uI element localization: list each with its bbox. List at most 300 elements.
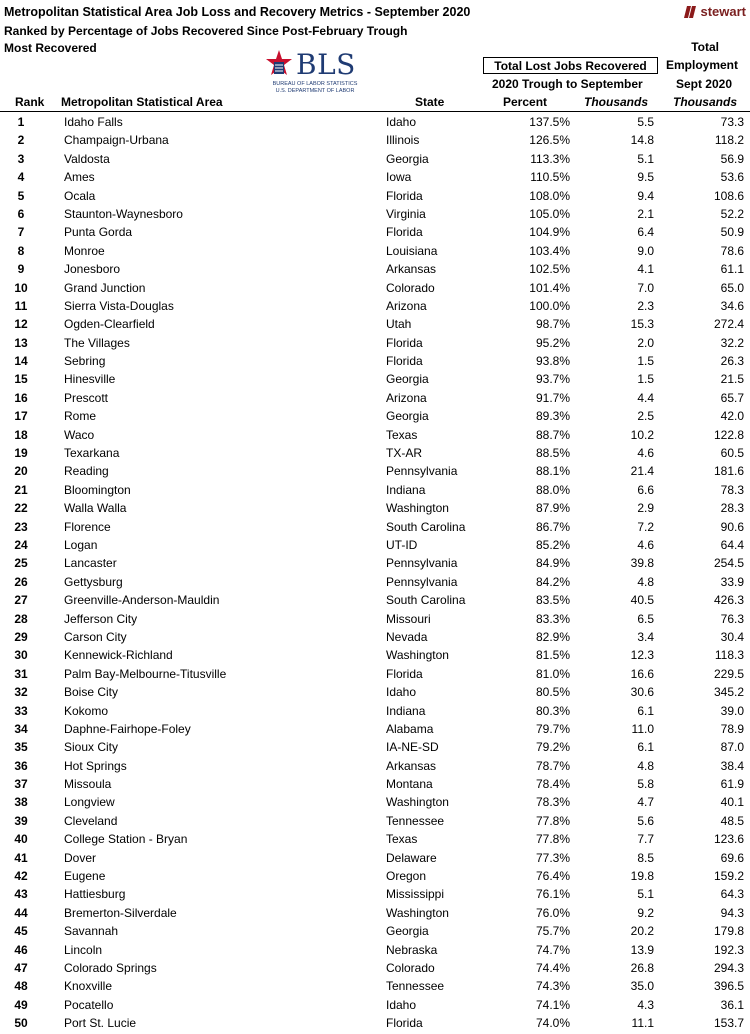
header-total-2: Employment [665, 58, 738, 72]
table-row [0, 591, 750, 609]
employment-cell: 64.4 [720, 537, 744, 552]
percent-cell: 79.7% [535, 721, 570, 736]
area-cell: Eugene [64, 869, 106, 884]
rank-cell: 10 [14, 280, 28, 295]
percent-cell: 74.3% [535, 979, 570, 994]
table-row [0, 775, 750, 793]
page-subtitle-secondary: Most Recovered [4, 41, 97, 55]
percent-cell: 89.3% [535, 409, 570, 424]
thousands-cell: 39.8 [630, 556, 654, 571]
thousands-cell: 5.1 [637, 887, 654, 902]
thousands-cell: 5.8 [637, 777, 654, 792]
employment-cell: 50.9 [720, 225, 744, 240]
stewart-logo-text: stewart [700, 4, 746, 19]
area-cell: Ogden-Clearfield [64, 317, 155, 332]
rank-cell: 38 [14, 795, 28, 810]
thousands-cell: 7.7 [637, 832, 654, 847]
thousands-cell: 4.8 [637, 758, 654, 773]
rank-cell: 44 [14, 905, 28, 920]
percent-cell: 93.8% [535, 354, 570, 369]
state-cell: Florida [386, 225, 423, 240]
employment-cell: 272.4 [713, 317, 744, 332]
stewart-logo [684, 4, 746, 19]
state-cell: Tennessee [386, 813, 445, 828]
area-cell: Florence [64, 519, 111, 534]
area-cell: Port St. Lucie [64, 1016, 137, 1031]
state-cell: Mississippi [386, 887, 445, 902]
state-cell: Colorado [386, 960, 435, 975]
area-cell: Sierra Vista-Douglas [64, 298, 174, 313]
percent-cell: 95.2% [535, 335, 570, 350]
employment-cell: 76.3 [720, 611, 744, 626]
thousands-cell: 11.1 [631, 1016, 654, 1031]
rank-cell: 25 [14, 556, 28, 571]
rank-cell: 45 [14, 924, 28, 939]
state-cell: Arizona [386, 298, 427, 313]
rank-cell: 14 [14, 354, 28, 369]
table-row [0, 352, 750, 370]
table-row [0, 389, 750, 407]
thousands-cell: 9.5 [637, 170, 654, 185]
bls-logo-sub1: BUREAU OF LABOR STATISTICS [272, 81, 358, 87]
rank-cell: 1 [17, 115, 25, 129]
table-row [0, 462, 750, 480]
area-cell: Texarkana [64, 446, 120, 461]
employment-cell: 87.0 [720, 740, 744, 755]
percent-cell: 104.9% [529, 225, 570, 240]
header-area: Metropolitan Statistical Area [61, 95, 223, 109]
percent-cell: 102.5% [529, 262, 570, 277]
employment-cell: 21.5 [720, 372, 744, 387]
thousands-cell: 5.1 [637, 151, 654, 166]
thousands-cell: 40.5 [630, 593, 654, 608]
rank-cell: 21 [14, 482, 28, 497]
rank-cell: 32 [14, 685, 28, 700]
area-cell: Grand Junction [64, 280, 146, 295]
rank-cell: 18 [14, 427, 28, 442]
state-cell: TX-AR [386, 446, 422, 461]
header-rank: Rank [15, 95, 45, 109]
state-cell: Pennsylvania [386, 574, 458, 589]
area-cell: Greenville-Anderson-Mauldin [64, 593, 220, 608]
area-cell: Knoxville [64, 979, 113, 994]
area-cell: Punta Gorda [64, 225, 133, 240]
rank-cell: 19 [14, 446, 28, 461]
state-cell: Texas [386, 832, 418, 847]
table-row [0, 426, 750, 444]
percent-cell: 98.7% [535, 317, 570, 332]
table-row [0, 444, 750, 462]
table-row [0, 904, 750, 922]
area-cell: Pocatello [64, 997, 114, 1012]
rank-cell: 29 [14, 629, 28, 644]
rank-cell: 17 [14, 409, 28, 424]
area-cell: Ames [64, 170, 95, 185]
rank-cell: 47 [14, 960, 28, 975]
employment-cell: 39.0 [720, 703, 744, 718]
thousands-cell: 1.5 [637, 372, 654, 387]
rank-cell: 11 [14, 298, 28, 313]
thousands-cell: 4.8 [637, 574, 654, 589]
percent-cell: 88.1% [535, 464, 570, 479]
state-cell: Colorado [386, 280, 435, 295]
area-cell: Cleveland [64, 813, 118, 828]
rank-cell: 40 [14, 832, 28, 847]
table-row [0, 536, 750, 554]
percent-cell: 79.2% [535, 740, 570, 755]
percent-cell: 74.4% [535, 960, 570, 975]
state-cell: Indiana [386, 703, 426, 718]
table-row [0, 518, 750, 536]
employment-cell: 52.2 [720, 206, 744, 221]
table-row [0, 131, 750, 149]
state-cell: Indiana [386, 482, 426, 497]
thousands-cell: 6.4 [637, 225, 654, 240]
state-cell: Montana [386, 777, 433, 792]
rank-cell: 28 [14, 611, 28, 626]
rank-cell: 13 [14, 335, 28, 350]
rank-cell: 26 [14, 574, 28, 589]
percent-cell: 126.5% [529, 133, 570, 148]
state-cell: Washington [386, 905, 449, 920]
rank-cell: 15 [14, 372, 28, 387]
employment-cell: 179.8 [713, 924, 744, 939]
table-row [0, 996, 750, 1014]
state-cell: Tennessee [386, 979, 445, 994]
state-cell: Idaho [386, 997, 417, 1012]
table-row [0, 315, 750, 333]
state-cell: Arkansas [386, 758, 437, 773]
table-row [0, 187, 750, 205]
state-cell: Georgia [386, 409, 429, 424]
employment-cell: 122.8 [713, 427, 744, 442]
thousands-cell: 6.5 [637, 611, 654, 626]
employment-cell: 90.6 [720, 519, 744, 534]
table-row [0, 370, 750, 388]
area-cell: Logan [64, 537, 98, 552]
employment-cell: 254.5 [713, 556, 744, 571]
area-cell: Reading [64, 464, 109, 479]
thousands-cell: 4.3 [637, 997, 654, 1012]
employment-cell: 33.9 [720, 574, 744, 589]
employment-cell: 32.2 [720, 335, 744, 350]
percent-cell: 84.9% [535, 556, 570, 571]
state-cell: UT-ID [386, 537, 418, 552]
percent-cell: 91.7% [535, 390, 570, 405]
percent-cell: 83.5% [535, 593, 570, 608]
percent-cell: 88.7% [535, 427, 570, 442]
state-cell: Arkansas [386, 262, 437, 277]
area-cell: Sioux City [64, 740, 119, 755]
rank-cell: 31 [14, 666, 28, 681]
thousands-cell: 12.3 [630, 648, 654, 663]
thousands-cell: 2.0 [637, 335, 654, 350]
area-cell: Savannah [64, 924, 119, 939]
percent-cell: 81.0% [535, 666, 570, 681]
percent-cell: 85.2% [535, 537, 570, 552]
thousands-cell: 5.6 [637, 813, 654, 828]
employment-cell: 396.5 [713, 979, 744, 994]
area-cell: Champaign-Urbana [64, 133, 169, 148]
employment-cell: 26.3 [720, 354, 744, 369]
employment-cell: 118.2 [714, 133, 744, 148]
header-total-1: Total [691, 40, 719, 54]
percent-cell: 103.4% [529, 243, 570, 258]
employment-cell: 38.4 [720, 758, 744, 773]
area-cell: Lincoln [64, 942, 103, 957]
state-cell: Texas [386, 427, 418, 442]
thousands-cell: 35.0 [630, 979, 654, 994]
bls-logo-sub2: U.S. DEPARTMENT OF LABOR [275, 88, 355, 94]
area-cell: Walla Walla [64, 501, 127, 516]
percent-cell: 87.9% [535, 501, 570, 516]
percent-cell: 77.8% [535, 832, 570, 847]
rank-cell: 48 [14, 979, 28, 994]
area-cell: Waco [64, 427, 95, 442]
employment-cell: 36.1 [720, 997, 744, 1012]
employment-cell: 40.1 [720, 795, 744, 810]
employment-cell: 78.9 [720, 721, 744, 736]
employment-cell: 426.3 [713, 593, 744, 608]
percent-cell: 76.0% [535, 905, 570, 920]
percent-cell: 80.3% [535, 703, 570, 718]
rank-cell: 42 [14, 869, 28, 884]
thousands-cell: 8.5 [637, 850, 654, 865]
table-row [0, 720, 750, 738]
area-cell: Boise City [64, 685, 119, 700]
thousands-cell: 6.1 [637, 703, 654, 718]
employment-cell: 78.3 [720, 482, 744, 497]
percent-cell: 110.5% [530, 170, 570, 185]
percent-cell: 100.0% [529, 298, 570, 313]
area-cell: Colorado Springs [64, 960, 157, 975]
percent-cell: 108.0% [529, 188, 570, 203]
table-row [0, 279, 750, 297]
table-row [0, 885, 750, 903]
percent-cell: 75.7% [535, 924, 570, 939]
thousands-cell: 4.6 [637, 446, 654, 461]
percent-cell: 137.5% [529, 115, 570, 129]
employment-cell: 56.9 [720, 151, 744, 166]
percent-cell: 78.7% [535, 758, 570, 773]
percent-cell: 88.0% [535, 482, 570, 497]
area-cell: Palm Bay-Melbourne-Titusville [64, 666, 227, 681]
area-cell: Ocala [64, 188, 96, 203]
area-cell: Longview [64, 795, 115, 810]
area-cell: Dover [64, 850, 97, 865]
thousands-cell: 21.4 [630, 464, 654, 479]
table-row [0, 223, 750, 241]
table-row [0, 830, 750, 848]
rank-cell: 49 [14, 997, 28, 1012]
state-cell: Nevada [386, 629, 428, 644]
thousands-cell: 26.8 [630, 960, 654, 975]
thousands-cell: 6.1 [637, 740, 654, 755]
table-row [0, 260, 750, 278]
table-row [0, 959, 750, 977]
thousands-cell: 13.9 [630, 942, 654, 957]
area-cell: Kennewick-Richland [64, 648, 173, 663]
state-cell: IA-NE-SD [386, 740, 439, 755]
table-row [0, 573, 750, 591]
rank-cell: 41 [14, 850, 28, 865]
thousands-cell: 4.1 [637, 262, 654, 277]
percent-cell: 77.3% [535, 850, 570, 865]
table-row [0, 922, 750, 940]
rank-cell: 16 [14, 390, 28, 405]
page-subtitle: Ranked by Percentage of Jobs Recovered Since Post-February Trough [4, 24, 408, 38]
percent-cell: 78.4% [535, 777, 570, 792]
percent-cell: 86.7% [535, 519, 570, 534]
employment-cell: 53.6 [720, 170, 744, 185]
table-row [0, 757, 750, 775]
header-percent: Percent [503, 95, 548, 109]
employment-cell: 153.7 [713, 1016, 744, 1031]
thousands-cell: 4.4 [637, 390, 654, 405]
rank-cell: 35 [14, 740, 28, 755]
header-total-lost-jobs-recovered: Total Lost Jobs Recovered [483, 57, 658, 74]
table-row [0, 646, 750, 664]
state-cell: Georgia [386, 151, 429, 166]
rank-cell: 5 [17, 188, 25, 203]
area-cell: Bremerton-Silverdale [64, 905, 177, 920]
rank-cell: 4 [17, 170, 25, 185]
percent-cell: 74.0% [535, 1016, 570, 1031]
bls-logo-subtext [267, 81, 363, 95]
header-total-4: Thousands [672, 95, 737, 109]
area-cell: Jefferson City [64, 611, 138, 626]
percent-cell: 101.4% [529, 280, 570, 295]
state-cell: Alabama [386, 721, 434, 736]
state-cell: Illinois [386, 133, 420, 148]
table-row [0, 150, 750, 168]
header-total-3: Sept 2020 [675, 77, 732, 91]
table-row [0, 499, 750, 517]
state-cell: Washington [386, 795, 449, 810]
table-row [0, 205, 750, 223]
rank-cell: 6 [17, 206, 25, 221]
table-row [0, 628, 750, 646]
state-cell: Florida [386, 354, 423, 369]
employment-cell: 34.6 [720, 298, 744, 313]
employment-cell: 345.2 [713, 685, 744, 700]
area-cell: Rome [64, 409, 97, 424]
employment-cell: 61.1 [720, 262, 744, 277]
table-row [0, 702, 750, 720]
area-cell: Staunton-Waynesboro [64, 206, 183, 221]
rank-cell: 20 [14, 464, 28, 479]
area-cell: Jonesboro [64, 262, 121, 277]
thousands-cell: 5.5 [637, 115, 654, 129]
state-cell: Florida [386, 1016, 423, 1031]
state-cell: Virginia [386, 206, 426, 221]
employment-cell: 64.3 [720, 887, 744, 902]
header-state: State [415, 95, 445, 109]
area-cell: Carson City [64, 629, 127, 644]
area-cell: Idaho Falls [64, 115, 123, 129]
percent-cell: 81.5% [535, 648, 570, 663]
thousands-cell: 16.6 [630, 666, 654, 681]
rank-cell: 36 [14, 758, 28, 773]
employment-cell: 69.6 [720, 850, 744, 865]
state-cell: Florida [386, 335, 423, 350]
data-table [0, 113, 750, 1033]
rank-cell: 2 [17, 133, 25, 148]
rank-cell: 34 [14, 721, 28, 736]
area-cell: Hinesville [64, 372, 116, 387]
thousands-cell: 11.0 [631, 721, 654, 736]
thousands-cell: 6.6 [637, 482, 654, 497]
thousands-cell: 14.8 [630, 133, 654, 148]
employment-cell: 30.4 [720, 629, 744, 644]
thousands-cell: 2.5 [637, 409, 654, 424]
thousands-cell: 1.5 [637, 354, 654, 369]
state-cell: Utah [386, 317, 412, 332]
table-row [0, 113, 750, 131]
state-cell: Georgia [386, 372, 429, 387]
page-title: Metropolitan Statistical Area Job Loss and Recovery Metrics - September 2020 [4, 5, 471, 19]
area-cell: Sebring [64, 354, 106, 369]
percent-cell: 82.9% [535, 629, 570, 644]
percent-cell: 76.1% [535, 887, 570, 902]
state-cell: Arizona [386, 390, 427, 405]
area-cell: Prescott [64, 390, 109, 405]
area-cell: Gettysburg [64, 574, 123, 589]
rank-cell: 24 [14, 537, 28, 552]
percent-cell: 80.5% [535, 685, 570, 700]
table-row [0, 812, 750, 830]
percent-cell: 74.7% [535, 942, 570, 957]
employment-cell: 48.5 [720, 813, 744, 828]
area-cell: College Station - Bryan [64, 832, 188, 847]
rank-cell: 3 [17, 151, 25, 166]
state-cell: Washington [386, 648, 449, 663]
table-row [0, 1014, 750, 1032]
percent-cell: 78.3% [535, 795, 570, 810]
rank-cell: 30 [14, 648, 28, 663]
employment-cell: 181.6 [713, 464, 744, 479]
header-trough: 2020 Trough to September [492, 77, 643, 91]
percent-cell: 74.1% [535, 997, 570, 1012]
table-row [0, 867, 750, 885]
state-cell: Iowa [386, 170, 412, 185]
thousands-cell: 3.4 [637, 629, 654, 644]
table-row [0, 334, 750, 352]
state-cell: Louisiana [386, 243, 438, 258]
rank-cell: 8 [17, 243, 25, 258]
employment-cell: 60.5 [720, 446, 744, 461]
percent-cell: 93.7% [535, 372, 570, 387]
area-cell: Hattiesburg [64, 887, 126, 902]
rank-cell: 39 [14, 813, 28, 828]
table-row [0, 738, 750, 756]
thousands-cell: 30.6 [630, 685, 654, 700]
percent-cell: 84.2% [535, 574, 570, 589]
percent-cell: 83.3% [535, 611, 570, 626]
state-cell: Idaho [386, 685, 417, 700]
rank-cell: 9 [17, 262, 25, 277]
state-cell: Georgia [386, 924, 429, 939]
state-cell: South Carolina [386, 519, 466, 534]
header-thousands: Thousands [584, 95, 649, 109]
table-row [0, 849, 750, 867]
rank-cell: 50 [14, 1016, 28, 1031]
rank-cell: 12 [14, 317, 28, 332]
table-row [0, 297, 750, 315]
thousands-cell: 7.0 [637, 280, 654, 295]
employment-cell: 42.0 [720, 409, 744, 424]
thousands-cell: 9.0 [637, 243, 654, 258]
